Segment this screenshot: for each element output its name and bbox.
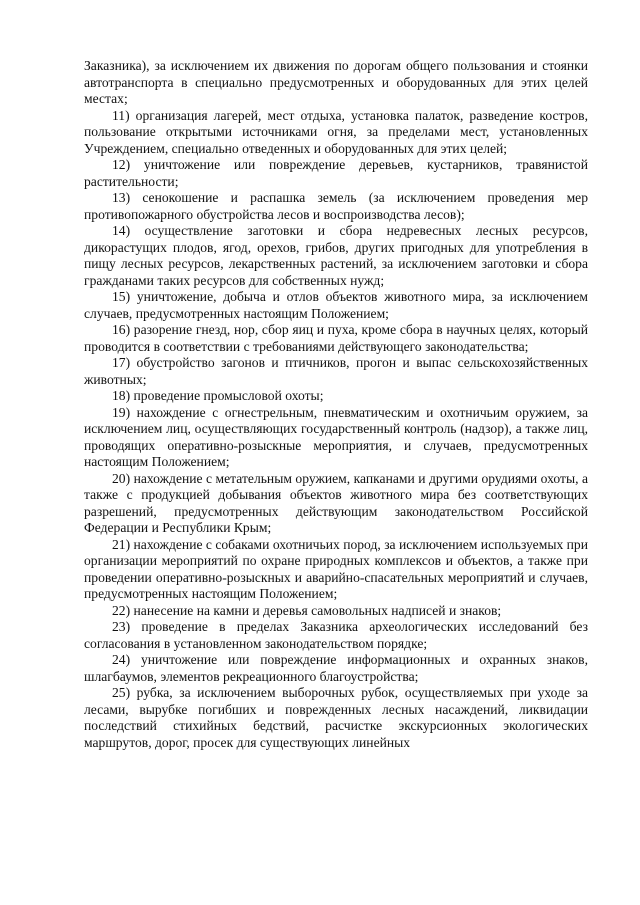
paragraph-item-25: 25) рубка, за исключением выборочных рубок, осуществляемых при уходе за лесами, вырубке погибших и поврежденных лесных насаждений, ликвидации последствий стихийных бедствий, расчистке экскурсионных экологических маршрутов, дорог, просек для существующих линейных [84, 685, 588, 750]
paragraph-item-24: 24) уничтожение или повреждение информационных и охранных знаков, шлагбаумов, элементов рекреационного благоустройства; [84, 652, 588, 684]
paragraph-item-20: 20) нахождение с метательным оружием, капканами и другими орудиями охоты, а также с продукцией добывания объектов животного мира без соответствующих разрешений, предусмотренных действующим законодательством Российской Федерации и Республики Крым; [84, 470, 588, 535]
paragraph-item-13: 13) сенокошение и распашка земель (за исключением проведения мер противопожарного обустройства лесов и воспроизводства лесов); [84, 190, 588, 222]
paragraph-item-16: 16) разорение гнезд, нор, сбор яиц и пуха, кроме сбора в научных целях, который проводится в соответствии с требованиями действующего законодательства; [84, 322, 588, 354]
paragraph-item-22: 22) нанесение на камни и деревья самовольных надписей и знаков; [112, 602, 502, 618]
paragraph-item-14: 14) осуществление заготовки и сбора недревесных лесных ресурсов, дикорастущих плодов, ягод, орехов, грибов, других пригодных для употребления в пищу лесных ресурсов, лекарственных растений, за исключением заготовки и сбора гражданами таких ресурсов для собственных нужд; [84, 223, 588, 288]
document-body [84, 58, 588, 751]
paragraph-item-19: 19) нахождение с огнестрельным, пневматическим и охотничьим оружием, за исключением лиц, осуществляющих государственный контроль (надзор), а также лиц, проводящих оперативно-розыскные мероприятия, и случаев, предусмотренных настоящим Положением; [84, 404, 588, 469]
paragraph-item-12: 12) уничтожение или повреждение деревьев, кустарников, травянистой растительности; [84, 157, 588, 189]
paragraph-item-11: 11) организация лагерей, мест отдыха, установка палаток, разведение костров, пользование открытыми источниками огня, за пределами мест, установленных Учреждением, специально отведенных и оборудованных для этих целей; [84, 107, 588, 156]
paragraph-item-17: 17) обустройство загонов и птичников, прогон и выпас сельскохозяйственных животных; [84, 355, 588, 387]
paragraph-continuation: Заказника), за исключением их движения по дорогам общего пользования и стоянки автотранспорта в специально предусмотренных и оборудованных для этих целей местах; [84, 58, 588, 106]
paragraph-item-18: 18) проведение промысловой охоты; [112, 388, 324, 403]
paragraph-item-21: 21) нахождение с собаками охотничьих пород, за исключением используемых при организации мероприятий по охране природных комплексов и объектов, а также при проведении оперативно-розыскных и аварийно-спасательных мероприятий и случаев, предусмотренных настоящим Положением; [84, 536, 588, 601]
paragraph-item-23: 23) проведение в пределах Заказника археологических исследований без согласования в установленном законодательством порядке; [84, 619, 588, 651]
paragraph-item-15: 15) уничтожение, добыча и отлов объектов животного мира, за исключением случаев, предусмотренных настоящим Положением; [84, 289, 588, 321]
